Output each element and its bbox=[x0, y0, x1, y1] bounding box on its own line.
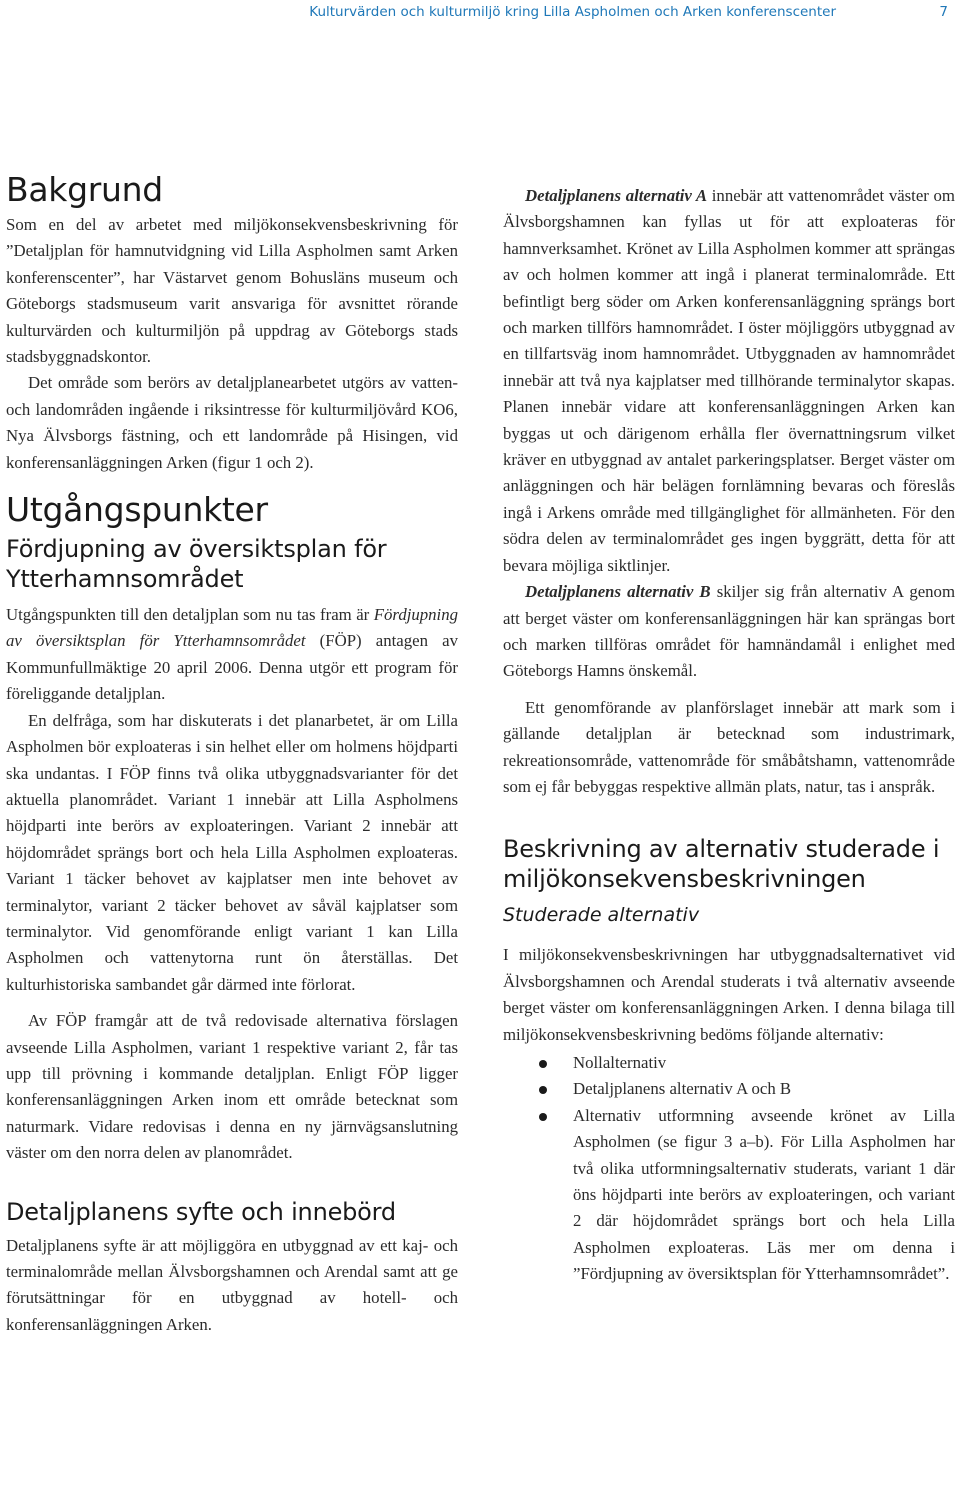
text-fragment: innebär att vattenområdet väster om Älvsborgshamnen kan fyllas ut för att exploateras för hamnverksamhet. Krönet av Lilla Aspholmen kommer att sprängas av och holmen kommer att ingå i planerat terminalområde. Ett befintligt berg söder om Arken konferensanläggning sprängs bort och marken tillförs hamnområdet. I öster möjliggörs utbyggnad av en tillfartsväg inom hamnområdet. Utbyggnaden av hamnområdet innebär att två nya kajplatser med tillhörande terminalytor skapas. Planen innebär vidare att konferensanläggningen Arken kan byggas ut och därigenom erhålla fler övernattningsrum vilket kräver en utbyggnad av antalet parkeringsplatser. Berget väster om anläggningen och här belägen fornlämning bevaras och föreslås ingå i Arkens område med tillgänglighet för allmänheten. För den södra delen av terminalområdet ges ingen byggrätt, detta för att bevara möjliga siktlinjer. bbox=[503, 186, 955, 575]
heading-utgangspunkter: Utgångspunkter bbox=[6, 490, 268, 530]
paragraph-utgangspunkt-2: En delfråga, som har diskuterats i det planarbetet, är om Lilla Aspholmen bör exploateras i sin helhet eller om holmens höjdparti ska undantas. I FÖP finns två olika utbyggnadsvarianter för det aktuella planområdet. Variant 1 innebär att Lilla Aspholmens höjdparti inte berörs av exploateringen. Variant 2 innebär att höjdområdet sprängs bort och hela Lilla Aspholmen exploateras. Variant 1 täcker behovet av kajplatser men inte behovet av terminalytor, variant 2 täcker behovet av såväl kajplatser som terminalytor. Vid genomförande enligt variant 1 kan Lilla Aspholmen och vattenytorna runt ön återställas. Det kulturhistoriska sambandet går därmed inte förlorat. bbox=[6, 710, 458, 994]
paragraph-syfte: Detaljplanens syfte är att möjliggöra en utbyggnad av ett kaj- och terminalområde mellan Älvsborgshamnen och Arendal samt att ge förutsättningar för en utbyggnad av hotell- och konferensanläggningen Arken. bbox=[6, 1235, 458, 1334]
paragraph-utgangspunkt-3: Av FÖP framgår att de två redovisade alternativa förslagen avseende Lilla Aspholmen, variant 1 respektive variant 2, får tas upp till prövning i kommande detaljplan. Enligt FÖP ligger konferensanläggningen Arken inom ett område betecknat som naturmark. Vidare redovisas i denna en ny järnvägsanslutning väster om den norra delen av planområdet. bbox=[6, 1011, 458, 1163]
right-column bbox=[503, 183, 955, 1288]
paragraph-bakgrund-1: Som en del av arbetet med miljökonsekvensbeskrivning för ”Detaljplan för hamnutvidgning vid Lilla Aspholmen samt Arken konferenscenter”, har Västarvet genom Bohusläns museum och Göteborgs stadsmuseum varit ansvariga för avsnittet rörande kulturvärden och kulturmiljön på uppdrag av Göteborgs stads stadsbyggnadskontor. bbox=[6, 215, 458, 367]
heading-bakgrund: Bakgrund bbox=[6, 170, 163, 209]
text-fragment: (FÖP) antagen av Kommunfullmäktige 20 april 2006. Denna utgör ett program för föreliggande detaljplan. bbox=[6, 631, 458, 704]
text-fragment: skiljer sig från alternativ A genom att berget väster om konferensanläggningen här kan sprängas bort och marken tillföras området för hamnändamål i enlighet med Göteborgs Hamns önskemål. bbox=[503, 582, 955, 681]
heading-fordjupning: Fördjupning av översiktsplan för Ytterhamnsområdet bbox=[6, 535, 387, 594]
paragraph-studerade: I miljökonsekvensbeskrivningen har utbyggnadsalternativet vid Älvsborgshamnen och Arendal studerats i två alternativ avseende berget väster om konferensanläggningen Arken. I denna bilaga till miljökonsekvensbeskrivning bedöms följande alternativ: bbox=[503, 945, 955, 1044]
paragraph-alternativ-b bbox=[503, 579, 955, 685]
label-alternativ-a: Detaljplanens alternativ A bbox=[525, 186, 708, 205]
list-item: Alternativ utformning avseende krönet av Lilla Aspholmen (se figur 3 a–b). För Lilla Aspholmen har två olika utformningsalternativ studerats, variant 1 där öns höjdparti inte berörs av exploateringen, och variant 2 där höjdområdet sprängs bort och hela Lilla Aspholmen exploateras. Läs mer om denna i ”Fördjupning av översiktsplan för Ytterhamnsområdet”. bbox=[503, 1103, 955, 1288]
list-item: Nollalternativ bbox=[503, 1050, 955, 1076]
heading-beskrivning: Beskrivning av alternativ studerade i miljökonsekvensbeskrivningen bbox=[503, 835, 940, 894]
text-fragment: Utgångspunkten till den detaljplan som nu tas fram är bbox=[6, 605, 374, 625]
heading-studerade-alternativ: Studerade alternativ bbox=[503, 904, 700, 927]
left-column bbox=[6, 170, 458, 1338]
paragraph-genomforande: Ett genomförande av planförslaget innebär att mark som i gällande detaljplan är betecknad som industrimark, rekreationsområde, vattenområde för småbåtshamn, vattenområde som ej får bebyggas respektive allmän plats, natur, tas i anspråk. bbox=[503, 697, 955, 796]
label-alternativ-b: Detaljplanens alternativ B bbox=[525, 582, 711, 602]
document-title-italic: Fördjupning av översiktsplan för Ytterhamnsområdet bbox=[6, 605, 458, 651]
list-item: Detaljplanens alternativ A och B bbox=[503, 1076, 955, 1102]
paragraph-bakgrund-2: Det område som berörs av detaljplanearbetet utgörs av vatten- och landområden ingående i riksintresse för kulturmiljövård KO6, Nya Älvsborgs fästning, och ett landområde på Hisingen, vid konferensanläggningen Arken (figur 1 och 2). bbox=[6, 373, 458, 472]
running-title: Kulturvärden och kulturmiljö kring Lilla Aspholmen och Arken konferenscenter bbox=[309, 4, 836, 20]
paragraph-utgangspunkt-1 bbox=[6, 602, 458, 708]
paragraph-alternativ-a bbox=[503, 183, 955, 579]
heading-syfte: Detaljplanens syfte och innebörd bbox=[6, 1197, 396, 1226]
page-number: 7 bbox=[939, 4, 948, 20]
alternatives-list bbox=[503, 1050, 955, 1288]
